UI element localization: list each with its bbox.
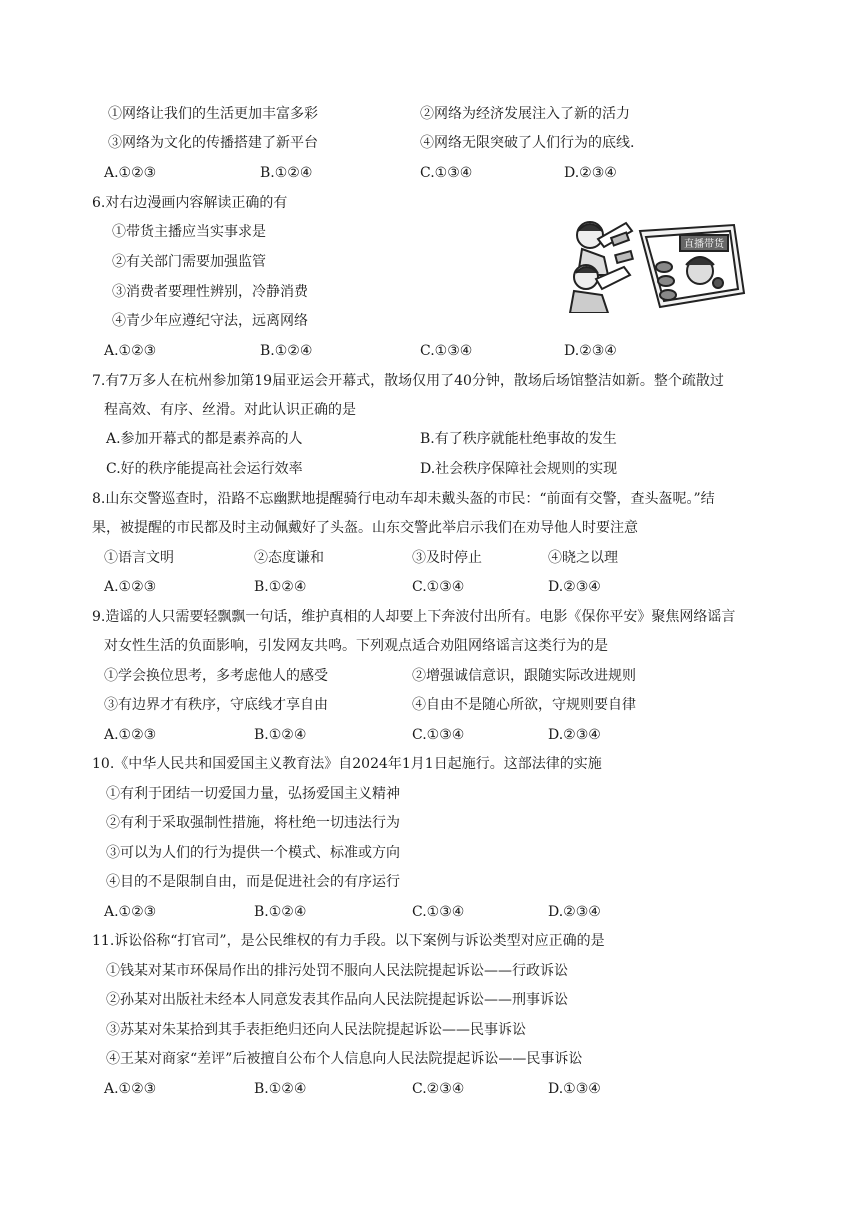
q10-choice-a: A.①②③ (104, 904, 157, 920)
q9-statement-4: ④自由不是随心所欲，守规则要自律 (412, 697, 636, 713)
q8-statement-1: ①语言文明 (104, 550, 174, 566)
q9-choice-d: D.②③④ (548, 727, 601, 743)
q11-statement-4: ④王某对商家“差评”后被擅自公布个人信息向人民法院提起诉讼——民事诉讼 (106, 1051, 583, 1067)
q8-statement-2: ②态度谦和 (254, 550, 324, 566)
q9-statement-2: ②增强诚信意识，跟随实际改进规则 (412, 668, 636, 684)
q11-choice-b: B.①②④ (254, 1081, 307, 1097)
q10-choice-b: B.①②④ (254, 904, 307, 920)
q10-statement-1: ①有利于团结一切爱国力量，弘扬爱国主义精神 (106, 786, 400, 802)
q5-choice-b: B.①②④ (260, 165, 313, 181)
q5-statement-1: ①网络让我们的生活更加丰富多彩 (108, 106, 318, 122)
q9-choice-c: C.①③④ (412, 727, 465, 743)
q10-statement-2: ②有利于采取强制性措施，将杜绝一切违法行为 (106, 815, 400, 831)
q8-choice-a: A.①②③ (104, 579, 157, 595)
cartoon-sign-text: 直播带货 (684, 239, 724, 250)
q8-stem-line1: 8.山东交警巡查时，沿路不忘幽默地提醒骑行电动车却未戴头盔的市民：“前面有交警，查头盔呢。”结 (92, 491, 715, 507)
q7-stem-line2: 程高效、有序、丝滑。对此认识正确的是 (104, 402, 356, 418)
q11-statement-2: ②孙某对出版社未经本人同意发表其作品向人民法院提起诉讼——刑事诉讼 (106, 992, 568, 1008)
q10-stem: 10.《中华人民共和国爱国主义教育法》自2024年1月1日起施行。这部法律的实施 (92, 756, 602, 772)
q6-statement-2: ②有关部门需要加强监管 (112, 254, 266, 270)
q7-choice-b: B.有了秩序就能杜绝事故的发生 (420, 431, 617, 447)
q8-statement-4: ④晓之以理 (548, 550, 618, 566)
q5-choice-d: D.②③④ (564, 165, 617, 181)
q11-statement-1: ①钱某对某市环保局作出的排污处罚不服向人民法院提起诉讼——行政诉讼 (106, 963, 568, 979)
q8-statement-3: ③及时停止 (412, 550, 482, 566)
livestream-cartoon (568, 213, 748, 313)
q7-choice-d: D.社会秩序保障社会规则的实现 (420, 461, 618, 477)
q6-choice-d: D.②③④ (564, 343, 617, 359)
q6-statement-4: ④青少年应遵纪守法，远离网络 (112, 313, 308, 329)
q11-choice-a: A.①②③ (104, 1081, 157, 1097)
q7-stem-line1: 7.有7万多人在杭州参加第19届亚运会开幕式，散场仅用了40分钟，散场后场馆整洁如新。整个疏散过 (92, 373, 724, 389)
q10-choice-d: D.②③④ (548, 904, 601, 920)
q8-choice-b: B.①②④ (254, 579, 307, 595)
q10-statement-4: ④目的不是限制自由，而是促进社会的有序运行 (106, 874, 400, 890)
q6-statement-1: ①带货主播应当实事求是 (112, 224, 266, 240)
q9-stem-line2: 对女性生活的负面影响，引发网友共鸣。下列观点适合劝阻网络谣言这类行为的是 (104, 638, 608, 654)
q6-choice-c: C.①③④ (420, 343, 473, 359)
q6-choice-a: A.①②③ (104, 343, 157, 359)
q9-choice-a: A.①②③ (104, 727, 157, 743)
q5-statement-3: ③网络为文化的传播搭建了新平台 (108, 135, 318, 151)
q7-choice-c: C.好的秩序能提高社会运行效率 (106, 461, 303, 477)
q6-choice-b: B.①②④ (260, 343, 313, 359)
q6-stem: 6.对右边漫画内容解读正确的有 (92, 195, 288, 211)
q10-statement-3: ③可以为人们的行为提供一个模式、标准或方向 (106, 845, 400, 861)
q5-choice-a: A.①②③ (104, 165, 157, 181)
q11-choice-c: C.②③④ (412, 1081, 465, 1097)
q8-stem-line2: 果，被提醒的市民都及时主动佩戴好了头盔。山东交警此举启示我们在劝导他人时要注意 (92, 520, 638, 536)
q5-statement-4: ④网络无限突破了人们行为的底线. (420, 135, 635, 151)
q11-choice-d: D.①③④ (548, 1081, 601, 1097)
q9-statement-3: ③有边界才有秩序，守底线才享自由 (104, 697, 328, 713)
q6-statement-3: ③消费者要理性辨别，冷静消费 (112, 284, 308, 300)
q9-statement-1: ①学会换位思考，多考虑他人的感受 (104, 668, 328, 684)
q11-statement-3: ③苏某对朱某拾到其手表拒绝归还向人民法院提起诉讼——民事诉讼 (106, 1022, 526, 1038)
q9-choice-b: B.①②④ (254, 727, 307, 743)
q7-choice-a: A.参加开幕式的都是素养高的人 (106, 431, 303, 447)
q11-stem: 11.诉讼俗称“打官司”，是公民维权的有力手段。以下案例与诉讼类型对应正确的是 (92, 933, 605, 949)
q8-choice-d: D.②③④ (548, 579, 601, 595)
q8-choice-c: C.①③④ (412, 579, 465, 595)
q9-stem-line1: 9.造谣的人只需要轻飘飘一句话，维护真相的人却要上下奔波付出所有。电影《保你平安》聚焦网络谣言 (92, 609, 736, 625)
q10-choice-c: C.①③④ (412, 904, 465, 920)
q5-statement-2: ②网络为经济发展注入了新的活力 (420, 106, 630, 122)
q5-choice-c: C.①③④ (420, 165, 473, 181)
